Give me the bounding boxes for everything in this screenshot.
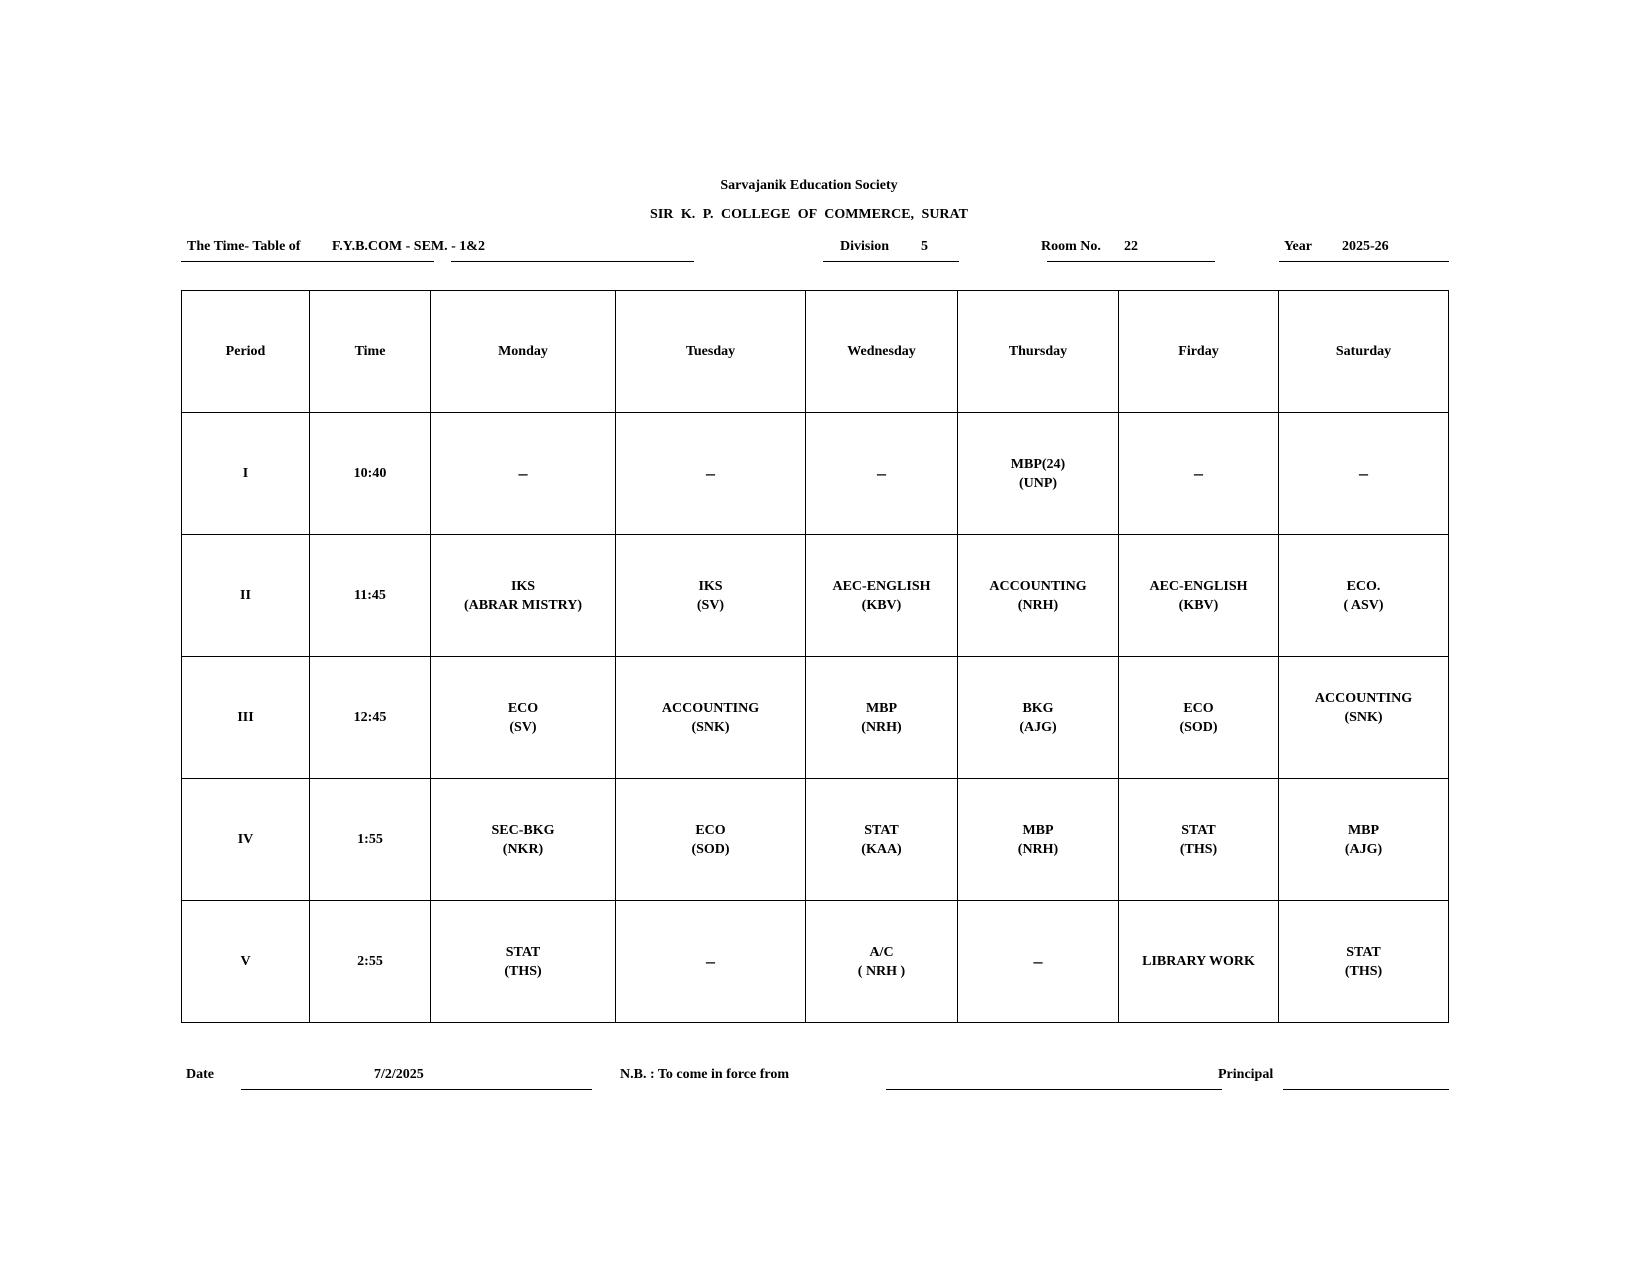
subject-text: ACCOUNTING (661, 700, 760, 716)
subject-text: BKG (1022, 700, 1054, 716)
faculty-text: ( NRH ) (857, 963, 906, 979)
subject-text: – (706, 463, 715, 483)
subject-text: ECO (1183, 700, 1214, 716)
class-cell (958, 779, 1119, 901)
subject-text: ECO (695, 822, 726, 838)
column-header: Wednesday (806, 291, 958, 413)
subject-text: – (1194, 463, 1203, 483)
column-header: Thursday (958, 291, 1119, 413)
subject-text: IKS (698, 578, 723, 594)
class-cell (958, 657, 1119, 779)
column-header: Tuesday (616, 291, 806, 413)
class-cell (1119, 535, 1279, 657)
column-header: Monday (431, 291, 616, 413)
table-row (182, 901, 1449, 1023)
table-row (182, 535, 1449, 657)
subject-text: MBP (865, 700, 898, 716)
class-cell (958, 413, 1119, 535)
faculty-text: (THS) (504, 963, 542, 979)
subject-text: SEC-BKG (491, 822, 555, 838)
subject-text: ECO (507, 700, 539, 716)
subject-text: AEC-ENGLISH (832, 578, 931, 594)
time-cell: 2:55 (310, 901, 431, 1023)
class-cell (431, 413, 616, 535)
faculty-text: (AJG) (1344, 841, 1383, 857)
principal-label: Principal (1218, 1067, 1274, 1082)
faculty-text: (SNK) (691, 719, 730, 735)
class-cell (616, 657, 806, 779)
period-cell: IV (182, 779, 310, 901)
class-cell (806, 779, 958, 901)
year-label: Year (1284, 239, 1312, 254)
table-row (182, 657, 1449, 779)
faculty-text: (NKR) (502, 841, 544, 857)
division-label: Division (840, 239, 890, 254)
class-cell (1119, 779, 1279, 901)
class-cell (431, 779, 616, 901)
faculty-text: ( ASV) (1343, 597, 1384, 613)
subject-text: ACCOUNTING (1314, 691, 1413, 706)
column-header: Firday (1119, 291, 1279, 413)
subject-text: LIBRARY WORK (1142, 954, 1255, 969)
class-cell (431, 657, 616, 779)
faculty-text: (SOD) (1179, 719, 1218, 735)
faculty-text: (SNK) (1344, 710, 1383, 725)
class-cell (431, 901, 616, 1023)
class-cell (1279, 901, 1449, 1023)
class-cell (1279, 657, 1449, 779)
date-label: Date (186, 1067, 214, 1082)
subject-text: ACCOUNTING (989, 578, 1087, 594)
faculty-text: (KBV) (1178, 597, 1219, 613)
faculty-text: (NRH) (861, 719, 902, 735)
class-cell (616, 535, 806, 657)
time-cell: 10:40 (310, 413, 431, 535)
faculty-text: (SV) (509, 719, 537, 735)
subject-text: – (706, 951, 715, 971)
class-cell (1119, 901, 1279, 1023)
faculty-text: (NRH) (1017, 841, 1059, 857)
faculty-text (1279, 727, 1448, 746)
faculty-text: (AJG) (1019, 719, 1057, 735)
faculty-text: (THS) (1344, 963, 1383, 979)
faculty-text: (UNP) (1018, 475, 1058, 491)
subject-text: MBP (1022, 822, 1054, 838)
period-cell: II (182, 535, 310, 657)
class-cell (806, 413, 958, 535)
class-cell (1279, 413, 1449, 535)
period-cell: III (182, 657, 310, 779)
principal-signature-line (1283, 1089, 1449, 1090)
faculty-text: (NRH) (1017, 597, 1059, 613)
college-name: SIR K. P. COLLEGE OF COMMERCE, SURAT (650, 207, 968, 222)
subject-text: STAT (864, 822, 899, 838)
class-cell (616, 901, 806, 1023)
period-cell: V (182, 901, 310, 1023)
nb-note: N.B. : To come in force from (620, 1067, 790, 1082)
subject-text: – (1033, 951, 1043, 971)
class-cell (431, 535, 616, 657)
class-cell (958, 901, 1119, 1023)
subject-text: MBP (1347, 822, 1380, 838)
subject-text: A/C (869, 944, 894, 960)
room-label: Room No. (1041, 239, 1101, 254)
room-underline (1047, 261, 1215, 262)
header-row (182, 291, 1449, 413)
subject-text: MBP(24) (1010, 456, 1066, 472)
column-header: Period (182, 291, 310, 413)
faculty-text: (SV) (696, 597, 725, 613)
subject-text: ECO. (1346, 578, 1381, 594)
faculty-text: (ABRAR MISTRY) (463, 597, 583, 613)
class-cell (806, 901, 958, 1023)
year-value: 2025-26 (1342, 239, 1389, 254)
subject-text: – (877, 463, 886, 483)
period-cell: I (182, 413, 310, 535)
time-cell: 11:45 (310, 535, 431, 657)
class-cell (1119, 413, 1279, 535)
class-cell (616, 413, 806, 535)
column-header: Saturday (1279, 291, 1449, 413)
subject-text: STAT (1346, 944, 1381, 960)
class-cell (1279, 535, 1449, 657)
class-cell (806, 535, 958, 657)
timetable-label: The Time- Table of (187, 239, 301, 254)
table-row (182, 413, 1449, 535)
timetable-grid (181, 290, 1449, 1023)
subject-text: – (518, 463, 528, 483)
class-cell (1279, 779, 1449, 901)
subject-text: STAT (505, 944, 541, 960)
timetable-underline (181, 261, 434, 262)
subject-text: AEC-ENGLISH (1149, 578, 1248, 594)
class-cell (958, 535, 1119, 657)
class-cell (1119, 657, 1279, 779)
faculty-text: (SOD) (691, 841, 730, 857)
time-cell: 12:45 (310, 657, 431, 779)
table-row (182, 779, 1449, 901)
date-underline (241, 1089, 592, 1090)
column-header: Time (310, 291, 431, 413)
subject-text: – (1359, 463, 1368, 483)
year-underline (1279, 261, 1449, 262)
nb-underline (886, 1089, 1222, 1090)
date-value: 7/2/2025 (374, 1067, 424, 1082)
subject-text: STAT (1181, 822, 1216, 838)
class-cell (616, 779, 806, 901)
subject-text: IKS (510, 578, 536, 594)
faculty-text: (THS) (1179, 841, 1218, 857)
division-value: 5 (921, 239, 928, 254)
course-underline (451, 261, 694, 262)
faculty-text: (KBV) (861, 597, 902, 613)
course-name: F.Y.B.COM - SEM. - 1&2 (332, 239, 485, 254)
faculty-text: (KAA) (861, 841, 902, 857)
society-name: Sarvajanik Education Society (720, 178, 898, 193)
room-value: 22 (1124, 239, 1138, 254)
class-cell (806, 657, 958, 779)
time-cell: 1:55 (310, 779, 431, 901)
timetable-body (182, 291, 1449, 1023)
division-underline (823, 261, 959, 262)
